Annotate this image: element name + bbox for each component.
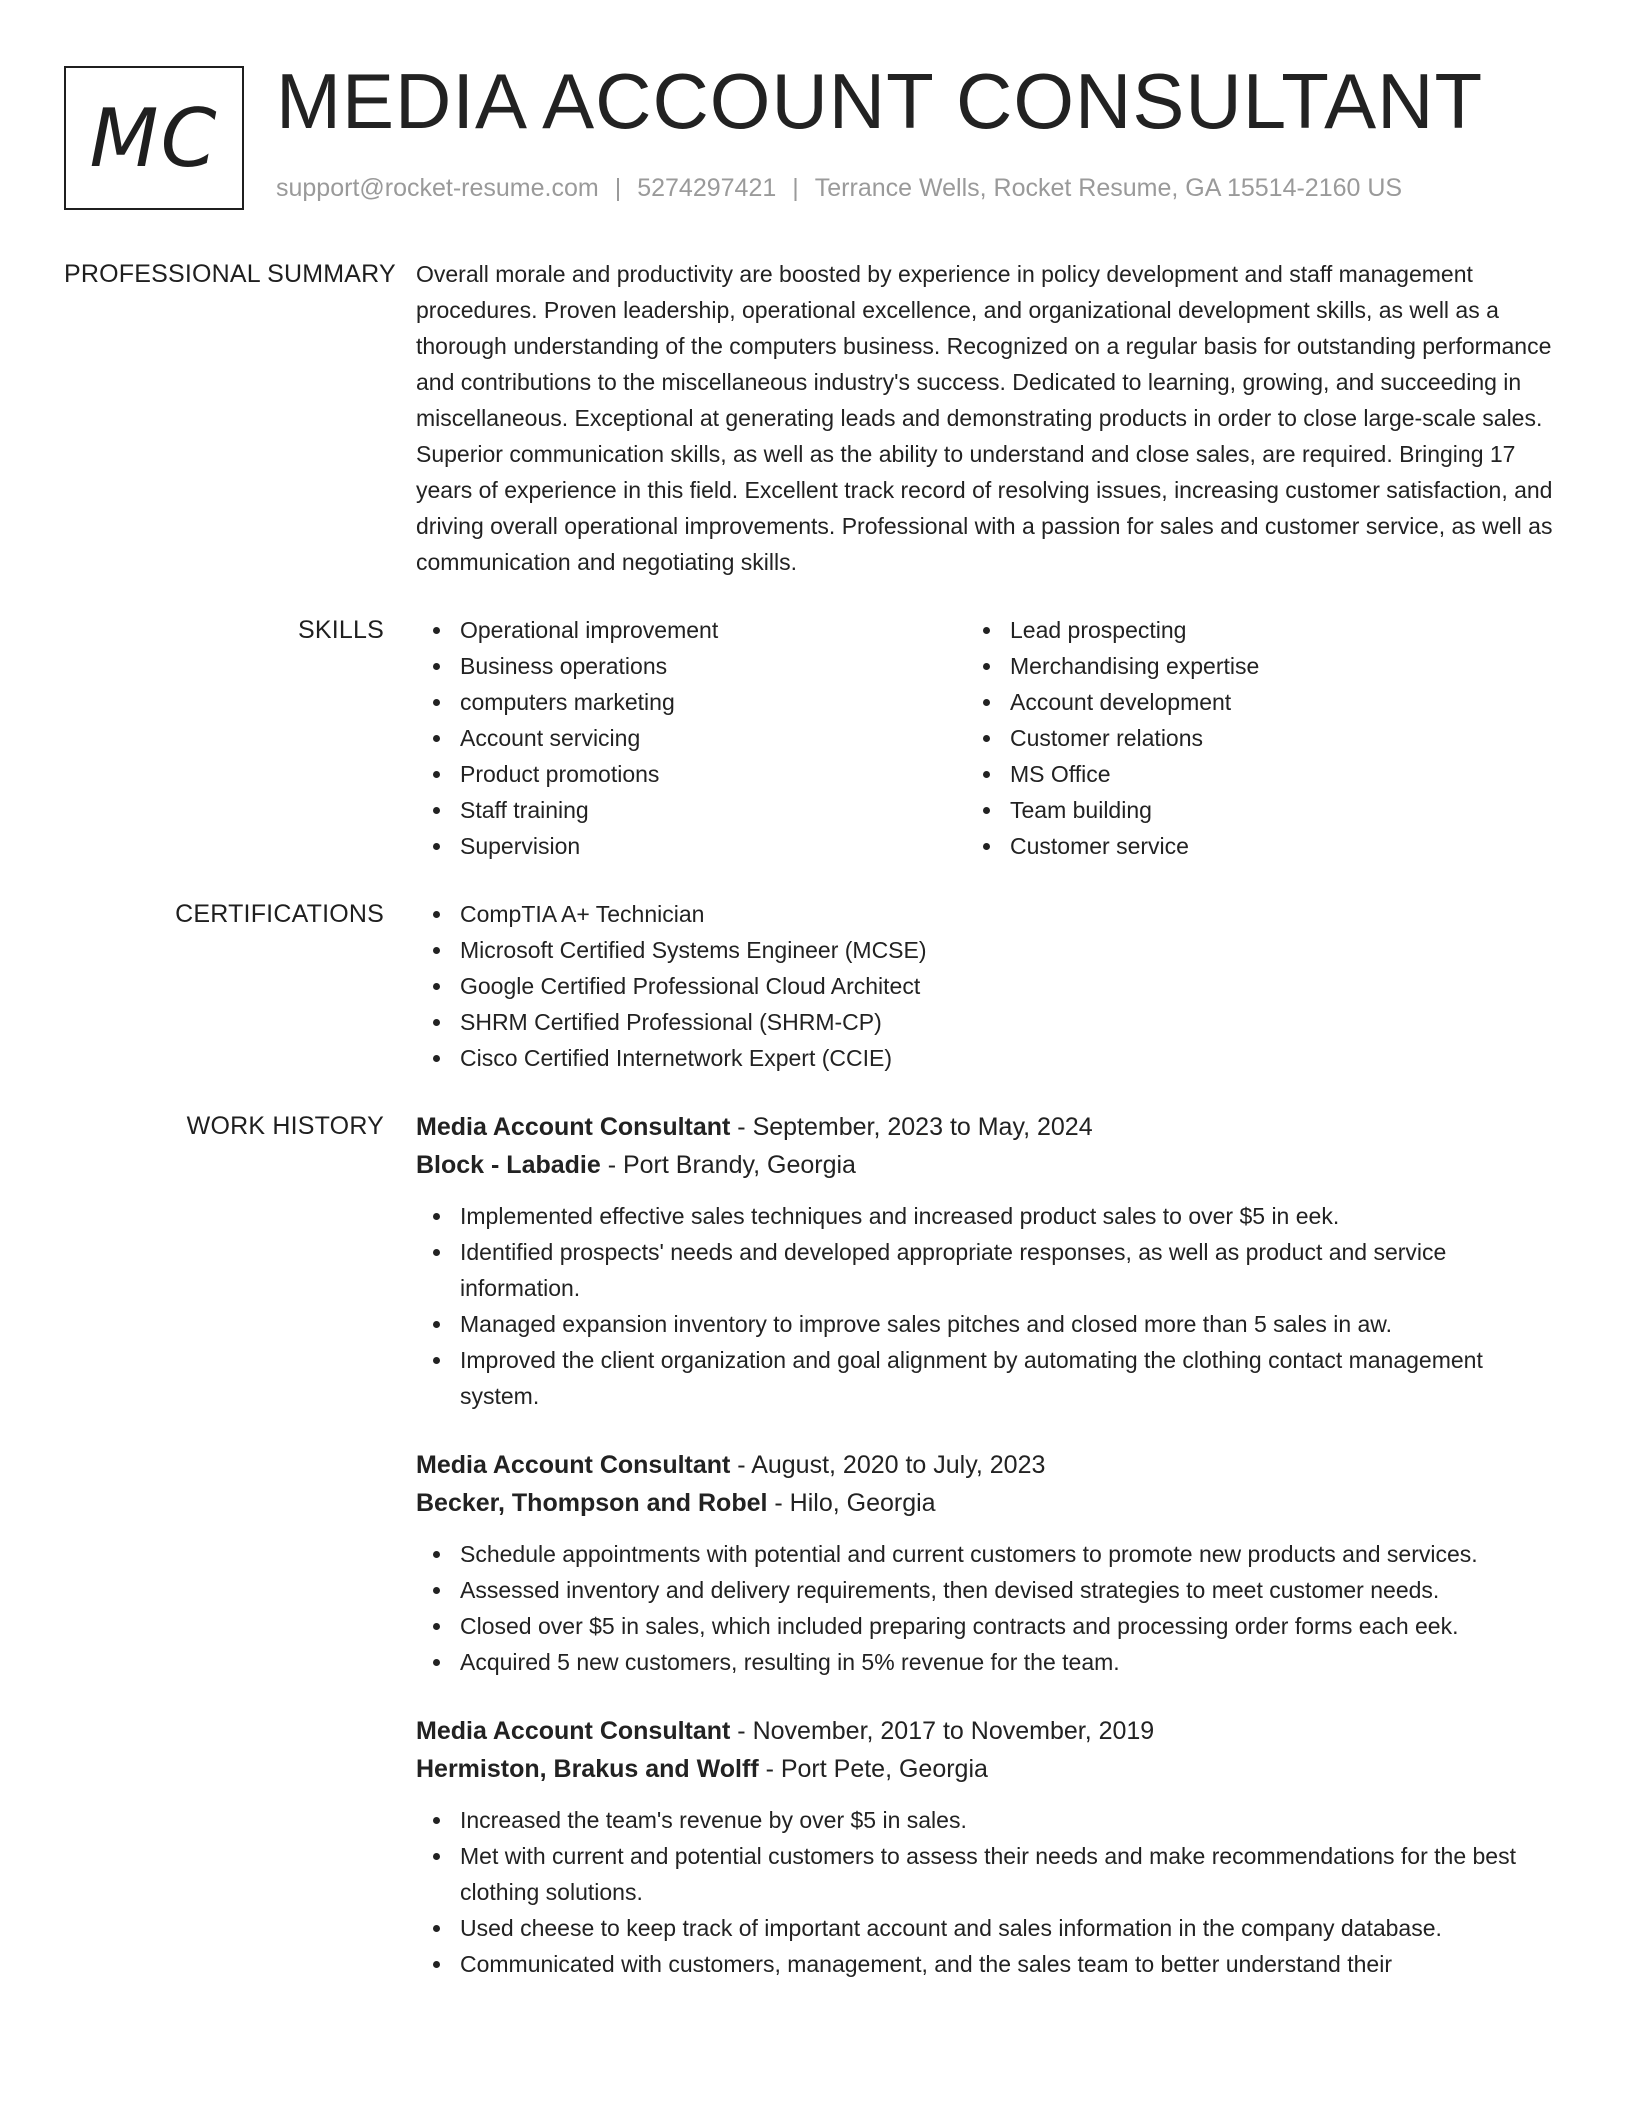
section-title: CERTIFICATIONS xyxy=(175,900,384,928)
skill-item: Customer service xyxy=(966,828,1516,864)
contact-separator: | xyxy=(792,174,799,202)
skill-item: Account servicing xyxy=(416,720,966,756)
monogram-box xyxy=(64,66,244,210)
skill-item: Product promotions xyxy=(416,756,966,792)
skills-list-right xyxy=(966,612,1516,864)
job-bullet: Increased the team's revenue by over $5 in sales. xyxy=(416,1802,1568,1838)
skill-item: Supervision xyxy=(416,828,966,864)
job-entry xyxy=(416,1108,1568,1414)
job-bullet: Implemented effective sales techniques and increased product sales to over $5 in eek. xyxy=(416,1198,1568,1234)
certifications-list xyxy=(416,896,1568,1076)
job-bullet: Met with current and potential customers to assess their needs and make recommendations for the best clothing solutions. xyxy=(416,1838,1568,1910)
skill-item: Operational improvement xyxy=(416,612,966,648)
job-company: Becker, Thompson and Robel xyxy=(416,1489,768,1517)
section-title: SKILLS xyxy=(298,616,384,644)
job-company-line xyxy=(416,1750,1568,1788)
resume-body xyxy=(64,256,1568,2046)
skill-item: Team building xyxy=(966,792,1516,828)
job-bullet: Assessed inventory and delivery requirements, then devised strategies to meet customer needs. xyxy=(416,1572,1568,1608)
job-role: Media Account Consultant xyxy=(416,1451,731,1479)
job-bullet: Communicated with customers, management, and the sales team to better understand their xyxy=(416,1946,1568,1982)
section-certifications xyxy=(64,896,1568,1076)
job-dates: - August, 2020 to July, 2023 xyxy=(730,1451,1046,1479)
certification-item: Cisco Certified Internetwork Expert (CCIE) xyxy=(416,1040,1568,1076)
job-dates: - November, 2017 to November, 2019 xyxy=(730,1717,1155,1745)
job-location: - Port Pete, Georgia xyxy=(758,1755,988,1783)
job-role: Media Account Consultant xyxy=(416,1113,731,1141)
certification-item: Google Certified Professional Cloud Architect xyxy=(416,968,1568,1004)
job-bullet: Acquired 5 new customers, resulting in 5% revenue for the team. xyxy=(416,1644,1568,1680)
section-title: PROFESSIONAL SUMMARY xyxy=(64,260,396,288)
job-bullet: Identified prospects' needs and developed appropriate responses, as well as product and service information. xyxy=(416,1234,1568,1306)
job-role-line xyxy=(416,1712,1568,1750)
certification-item: CompTIA A+ Technician xyxy=(416,896,1568,932)
job-company-line xyxy=(416,1146,1568,1184)
skills-grid xyxy=(416,612,1568,864)
section-professional-summary xyxy=(64,256,1568,580)
job-bullets xyxy=(416,1802,1568,1982)
job-bullets xyxy=(416,1198,1568,1414)
skill-item: Business operations xyxy=(416,648,966,684)
contact-line xyxy=(276,174,1402,203)
skill-item: Customer relations xyxy=(966,720,1516,756)
section-work-history xyxy=(64,1108,1568,2014)
job-dates: - September, 2023 to May, 2024 xyxy=(730,1113,1093,1141)
skill-item: Merchandising expertise xyxy=(966,648,1516,684)
contact-separator: | xyxy=(614,174,622,202)
resume-title: MEDIA ACCOUNT CONSULTANT xyxy=(276,57,1484,145)
job-role-line xyxy=(416,1446,1568,1484)
job-location: - Port Brandy, Georgia xyxy=(600,1151,856,1179)
job-role: Media Account Consultant xyxy=(416,1717,731,1745)
job-company: Block - Labadie xyxy=(416,1151,601,1179)
job-location: - Hilo, Georgia xyxy=(767,1489,936,1517)
section-content xyxy=(416,1108,1568,2014)
section-content xyxy=(416,256,1568,580)
contact-phone: 5274297421 xyxy=(637,174,777,202)
section-skills xyxy=(64,612,1568,864)
skill-item: Lead prospecting xyxy=(966,612,1516,648)
job-bullet: Used cheese to keep track of important account and sales information in the company database. xyxy=(416,1910,1568,1946)
job-entry xyxy=(416,1712,1568,1982)
skill-item: MS Office xyxy=(966,756,1516,792)
job-bullets xyxy=(416,1536,1568,1680)
skill-item: computers marketing xyxy=(416,684,966,720)
job-company: Hermiston, Brakus and Wolff xyxy=(416,1755,759,1783)
section-content xyxy=(416,896,1568,1076)
summary-paragraph: Overall morale and productivity are boosted by experience in policy development and staff management procedures. Proven leadership, operational excellence, and organizational development skills, as well as a thorough understanding of the computers business. Recognized on a regular basis for outstanding performance and contributions to the miscellaneous industry's success. Dedicated to learning, growing, and succeeding in miscellaneous. Exceptional at generating leads and demonstrating products in order to close large-scale sales. Superior communication skills, as well as the ability to understand and close sales, are required. Bringing 17 years of experience in this field. Excellent track record of resolving issues, increasing customer satisfaction, and driving overall operational improvements. Professional with a passion for sales and customer service, as well as communication and negotiating skills. xyxy=(416,261,1553,575)
contact-email: support@rocket-resume.com xyxy=(276,174,599,202)
job-company-line xyxy=(416,1484,1568,1522)
certification-item: SHRM Certified Professional (SHRM-CP) xyxy=(416,1004,1568,1040)
skill-item: Staff training xyxy=(416,792,966,828)
job-role-line xyxy=(416,1108,1568,1146)
job-bullet: Managed expansion inventory to improve sales pitches and closed more than 5 sales in aw. xyxy=(416,1306,1568,1342)
contact-address: Terrance Wells, Rocket Resume, GA 15514-2160 US xyxy=(814,174,1403,202)
job-bullet: Closed over $5 in sales, which included preparing contracts and processing order forms each eek. xyxy=(416,1608,1568,1644)
section-title: WORK HISTORY xyxy=(186,1112,384,1140)
monogram-initials: MC xyxy=(89,91,219,185)
resume-header xyxy=(64,57,1584,210)
skill-item: Account development xyxy=(966,684,1516,720)
job-entry xyxy=(416,1446,1568,1680)
certification-item: Microsoft Certified Systems Engineer (MCSE) xyxy=(416,932,1568,968)
job-bullet: Schedule appointments with potential and current customers to promote new products and services. xyxy=(416,1536,1568,1572)
skills-list-left xyxy=(416,612,966,864)
job-bullet: Improved the client organization and goal alignment by automating the clothing contact management system. xyxy=(416,1342,1568,1414)
